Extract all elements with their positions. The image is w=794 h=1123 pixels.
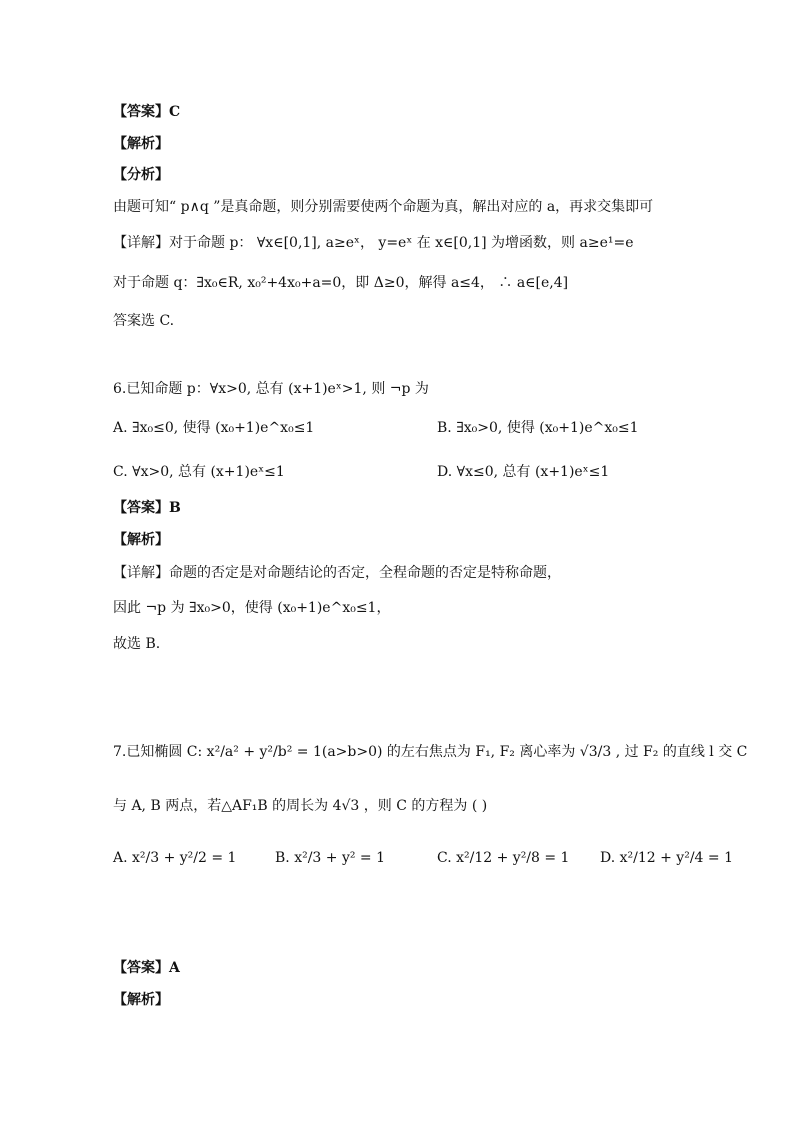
q7-answer: 【答案】A: [113, 960, 180, 976]
q7-option-d: D. x²/12 + y²/4 = 1: [600, 850, 733, 866]
q5-analysis-heading: 【解析】: [113, 136, 169, 152]
q6-analysis-heading: 【解析】: [113, 532, 169, 548]
q6-option-b: B. ∃x₀>0, 使得 (x₀+1)e^x₀≤1: [437, 420, 639, 436]
q6-stem: 6.已知命题 p：∀x>0, 总有 (x+1)eˣ>1, 则 ¬p 为: [113, 381, 429, 397]
q7-option-c: C. x²/12 + y²/8 = 1: [437, 850, 570, 866]
q7-analysis-heading: 【解析】: [113, 992, 169, 1008]
q7-option-b: B. x²/3 + y² = 1: [275, 850, 386, 866]
q6-detail: 【详解】命题的否定是对命题结论的否定，全程命题的否定是特称命题，: [113, 565, 561, 581]
q6-answer: 【答案】B: [113, 500, 181, 516]
q5-answer: 【答案】C: [113, 104, 181, 120]
q5-detail-2: 对于命题 q：∃x₀∈R, x₀²+4x₀+a=0，即 Δ≥0，解得 a≤4， ∴ a∈[e,4]: [113, 275, 569, 291]
q7-option-a: A. x²/3 + y²/2 = 1: [113, 850, 237, 866]
q6-option-c: C. ∀x>0, 总有 (x+1)eˣ≤1: [113, 464, 285, 480]
q5-detail: 【详解】对于命题 p： ∀x∈[0,1], a≥eˣ， y=eˣ 在 x∈[0,1] 为增函数，则 a≥e¹=e: [113, 235, 634, 251]
q6-conclusion: 故选 B.: [113, 636, 161, 652]
q5-conclusion: 答案选 C.: [113, 313, 175, 329]
q5-fenxi-heading: 【分析】: [113, 167, 169, 183]
q6-detail-2: 因此 ¬p 为 ∃x₀>0，使得 (x₀+1)e^x₀≤1，: [113, 600, 391, 616]
q7-stem: 7.已知椭圆 C: x²/a² + y²/b² = 1(a>b>0) 的左右焦点为 F₁, F₂ 离心率为 √3/3 , 过 F₂ 的直线 l 交 C: [113, 744, 748, 760]
q6-option-a: A. ∃x₀≤0, 使得 (x₀+1)e^x₀≤1: [113, 420, 315, 436]
q6-option-d: D. ∀x≤0, 总有 (x+1)eˣ≤1: [437, 464, 610, 480]
q7-stem-2: 与 A, B 两点，若△AF₁B 的周长为 4√3 ，则 C 的方程为 ( ): [113, 798, 488, 814]
q5-fenxi-text: 由题可知“ p∧q ”是真命题，则分别需要使两个命题为真，解出对应的 a，再求交集即可: [113, 199, 654, 215]
